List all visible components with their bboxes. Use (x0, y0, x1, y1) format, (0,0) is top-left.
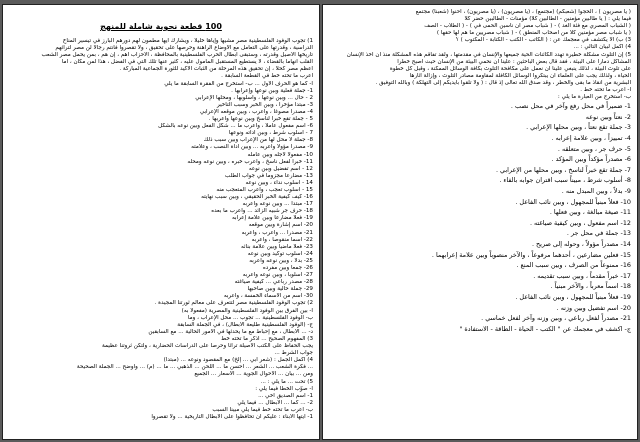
numbered-item: 18- اسماً معرباً ، والآخر مبنياً . (550, 282, 631, 291)
text-line: 19- فعلاً مضارعاً وبين علامة إعرابه (231, 215, 313, 222)
text-line: 10- مفعولاً لأجله وبين عامله (247, 151, 313, 158)
text-line: 9- مصدرا مؤولاً وأعربه ... وبين أداة النصب ، وعلامته (191, 144, 313, 151)
text-line: 1- اسم الصديق أخي ... (258, 392, 313, 399)
numbered-item: 1- ضميراً في محل رفع وآخر في محل نصب . (510, 102, 631, 111)
text-line: أ- صوّب الخطأ فيما يلي : (255, 385, 313, 392)
text-line: ب- أعرب ما تحته خط فيما يلي مبيناً السبب (212, 406, 313, 413)
text-line: 11- خبرا لفعل ناسخ ، وأعرب خبره ، وبين نوعه ومحله (187, 158, 313, 165)
text-line: 1- أيتها الأبناء : عليكم أن تحافظوا على الأبطال التاريخية ... ولا تقصروا (151, 413, 313, 420)
text-line: أ- أعرب ما تحته خط . (580, 87, 631, 94)
right-text-block (329, 9, 631, 101)
numbered-item: 14- مصدراً مؤولاً ، وحوله إلى صريح . (531, 239, 631, 248)
left-text-block (9, 38, 313, 421)
text-line: ب- الوفود الفلسطينية ... تجوب ... محل الإعراب ، وما (187, 314, 313, 321)
text-line: 2) تجوب الوفود الفلسطينية مصر لتتعرف على معالم ثورتنا المجيدة . (154, 300, 313, 307)
text-line: على تلوث البيئة ، لذلك ينبغي علينا أن نعمل على مكافحة التلوث بكافة الوسائل الممكنة ، وقبل كل خطوة (389, 65, 631, 72)
text-line: 18- حرف جر شبيه الزائد ... وأعرب ما بعده (211, 208, 313, 215)
text-line: 1- جملة فعلية وبين نوعها وإعرابها . (231, 87, 313, 94)
text-line: 23- فعلاً ماضياً وبين علامة بنائه (241, 243, 313, 250)
text-line: 5) إن التلوث مشكلة خطيرة تهدد الكائنات الحية جميعها والإنسان في مقدمتها ، ولقد تفاقم هذه المشكلة منذ أن أخذ الإنسان (346, 51, 631, 58)
text-line: ( يا شباب مصر مؤمنين كلا من أصحاب المنطق ) - ( شباب مصريين ما هم لها حقها ) (436, 30, 631, 37)
numbered-item: 15- فعلين مضارعين ، أحدهما مرفوعاً ، والآخر منصوباً وبين علامة إعرابهما . (431, 250, 631, 259)
text-line: الحياة ، ولذلك يجب على العلماء أن يبتكروا الوسائل الكافلة لمقاومة مصادر التلوث ، وإزالة آثارها (409, 72, 631, 79)
text-line: ومن ... بيان ... الأحوال الجوية ... الأسعار ... الجميع (194, 371, 313, 378)
text-line: 16- كيف كيفية الخبر الحقيقي ، وبين سبب نهايته (201, 194, 313, 201)
text-line: 4) أكمل الجمل : (شعر أبي ... إلخ) مع المقصود ونوعه ... (مبتدأ) (163, 357, 313, 364)
text-line: د- ... الأبطال ، مع إحباط مع ما يحدثها في الأمور الحالية ... مع السابقين (148, 328, 313, 335)
text-line: 15 - أسلوب تعجب ، وأعرب المتعجب منه (216, 186, 313, 193)
text-line: 12 - اسم تفضيل وبين نوعه (248, 165, 313, 172)
right-numbered-list (329, 101, 631, 334)
numbered-item: 11- صيغة مبالغة ، وبين فعلها . (549, 208, 631, 217)
text-line: 27- أسلوباً ، وبين نوعه وأعربه (242, 272, 313, 279)
numbered-item: ج- اكشف في معجمك عن " الكتب - الحياة - الطاقة - الاستفادة " (459, 324, 631, 333)
left-page (2, 4, 320, 440)
text-line: ... فكرة الشعب ... الشعر ... أحسن ما ... اللحن ... الذهبي ... ما ... (م) ... وأوضح ... الجملة الصحيحة (76, 364, 313, 371)
text-line: 24- أسلوب توكيد وبين نوعه (247, 250, 313, 257)
numbered-item: 7- جملة تقع خبراً لناسخ ، وبين محلها من الإعرابي . (495, 165, 631, 174)
numbered-item: 19- فعلاً مبنياً للمجهول ، وبين نائب الفاعل . (515, 292, 631, 301)
text-line: 21- مصدراً ... وأعرب ، وأعربه (241, 229, 313, 236)
numbered-item: 6- مصدراً مؤكداً وبين المؤكد . (551, 155, 631, 164)
numbered-item: 9- بدلاً ، وبين المبدل منه . (561, 186, 631, 195)
text-line: أ- بين الفرق بين الوفود الفلسطينية والمصرية (مفعولاً به) (181, 307, 313, 314)
text-line: 13- مضارعا مجزوماً في جواب الطلب (224, 172, 313, 179)
text-line: يجب الحفاظ على الكتب الأصيلة تراثاً وحرصاً على الدراسات الحضارية ، ولتكن ثروتنا عظيمة (102, 343, 313, 350)
numbered-item: 8- أسلوب شرط ، مبيناً سبب اقتران جوابه بالفاء . (499, 176, 631, 185)
text-line: الدراسية ، وقدرتها على التعامل مع الأوضاع الراهنة وحرصها على تحقيق ، ولا تقصروا فانتم رجالاً لن مصر لتراثهم (55, 45, 313, 52)
numbered-item: 2- نعتاً وبين نوعه (585, 112, 631, 121)
text-line: المشاكل دماراً على البيئة ، فقد قال بعض الباحثين : علينا أن نحمي البيئة من الإنسان حيث أصبح خطراً (397, 58, 631, 65)
text-line: 5) تحت ... ما يلي : ... (260, 378, 313, 385)
text-line: 2- ... كما ... الأبطال ... فيما يلي (237, 399, 313, 406)
text-line: ( يا مصريون ) ، الحجوا (شعبكم) (مجتمع) ، (يا مصريون) ، (يا مصريون) ، احنوا (شعبنا) مجتمع (415, 9, 631, 15)
text-line: 4) أكمل لبيان التالي : ... (573, 44, 631, 51)
right-page (322, 4, 638, 440)
numbered-item: 16- ممنوعاً من الصرف ، وبين سبب المنع . (516, 261, 631, 270)
text-line: 6- اسم مفعول عاملا ، وأعرب ما ... شكل الفعل وبين نوعه بالشكل (158, 123, 313, 130)
text-line: 5 - جملة تقع خبرا لناسخ وبين نوعها وأعربها . (208, 116, 313, 123)
text-line: ب- استخرج من العبارة ما يلي : (557, 94, 631, 101)
numbered-item: 13- جملة في محل جر . (566, 229, 631, 238)
text-line: 20- اسم إشارة وبين موقعه (248, 222, 313, 229)
numbered-item: 12- اسم مفعول ، وبين كيفية صياغته . (529, 218, 631, 227)
text-line: أعرب ما تحته خط في القطعة السابقة . (221, 73, 313, 80)
text-line: 4- مصدرا مصوغا ، وأعرب ، وبين موقعه الإعرابي (199, 108, 313, 115)
numbered-item: 17- خبراً مقدماً ، وبين سبب تقديمه . (533, 271, 631, 280)
text-line: البشرية من انقاذ ما بقى والخطر ، وقد صدق الله تعالى إذ قال : ( ولا تلقوا بأيديكم إلى التهلكة ) وبالله التوفيق . (375, 79, 631, 86)
text-line: 28- مصدر رباعي ... كيفية صياغته (234, 279, 313, 286)
text-line: 25- بدلاً ، وبين نوعه وأعربه (249, 257, 313, 264)
text-line: ( الشباب المصري مع فئة الغد ) - ( شباب مصر أن ناسين الحمى في ) - ( الطلاب - الصف (424, 23, 631, 30)
text-line: فيما يلي : ( يا طالبين مؤمنين - الطالبين كلا) مؤمنات - الطالبين حضر كلا (464, 16, 631, 23)
text-line: 3) المفهوم الصحيح ... أذكر ما تحته خط (221, 335, 313, 342)
text-line: 7 - أسلوب شرط ، وبين أداته ونوعها (228, 130, 313, 137)
text-line: 3- مبتدأ مؤخرا ، وبين الخبر وسبب التأخير (217, 101, 313, 108)
numbered-item: 5- حرف جر ، وبين متعلقه . (557, 144, 631, 153)
numbered-item: 3- جملة تقع نعتاً ، وبين محلها الإعرابي . (526, 123, 631, 132)
text-line: 3) ب) ألا يكتشف في معجمك عن : ( الكاتب - الكتب - الكتابة - المكتوب ) ؟ (455, 37, 631, 44)
text-line: ج- (الوفود الفلسطينية طليعة الأبطال) ، في الجملة السابقة (177, 321, 313, 328)
numbered-item: 20- اسم تفضيل وبين وزنه . (556, 303, 631, 312)
numbered-item: 10- فعلاً مبنياً للمجهول ، وبين نائب الفاعل . (515, 197, 631, 206)
text-line: 17- مبتدأ ... وبين نوعه وأعربه (242, 201, 313, 208)
text-line: تاريخها الأصيل وقدرته ، وستبقى أبطال الحرب الفلسطينية بالمحافظة ، الأحزاب أهم ، إن هم ، بمن يحمل مصر الشعب (41, 52, 313, 59)
text-line: 26- جمعاً وبين مفرده (262, 265, 313, 271)
text-line: القلب أنهاماً بالقضاء ، لا يستطيع المستقبل المأمول عليه ، كثير عنها تلك التي في الفضل ، هذا لمن مكان ، أما (61, 59, 313, 66)
document-title: 100 قطعة نحوية شاملة للمنهج (100, 22, 222, 31)
text-line: أ- كما هو الحرف الأول ... ب- استخرج من الفقرة السابقة ما يلي (164, 80, 313, 87)
text-line: 2 - حال ... وبين نوعها ، وأسلوبها ، ومحلها الإعرابي (195, 94, 313, 101)
text-line: 22- اسماً منقوصاً ، وأعربه (251, 236, 313, 243)
numbered-item: 21- مصدراً لفعل رباعي ، وبين وزنه وآخر لفعل خماسي . (481, 314, 631, 323)
text-line: 1) تجوب الوفود الفلسطينية مصر مشيها وإياها خليلاً ، ويشارك أيها مطمون لهم دورهم البارز في تيسير المناخ (62, 38, 313, 44)
text-line: 30- اسم من الأسماء الخمسة ، وأعربه (223, 293, 313, 300)
numbered-item: 4- تمييزاً ، وبين علامة إعرابه . (551, 134, 631, 142)
text-line: 8- جملة لا محل لها من الإعراب وبين سبب ذلك (203, 137, 313, 144)
text-line: 14 - أسلوب نداء ، وبين نوعه (245, 179, 313, 186)
text-line: جواب الشرط ... (274, 350, 313, 357)
text-line: أعظم مصر كحلاً ، إن تحقيق هذه المرحلة من الثبات الأكيد للثورة الجماعية المباركة . (119, 66, 313, 73)
text-line: 29- جملة حالية وبين صاحبها (247, 286, 313, 293)
